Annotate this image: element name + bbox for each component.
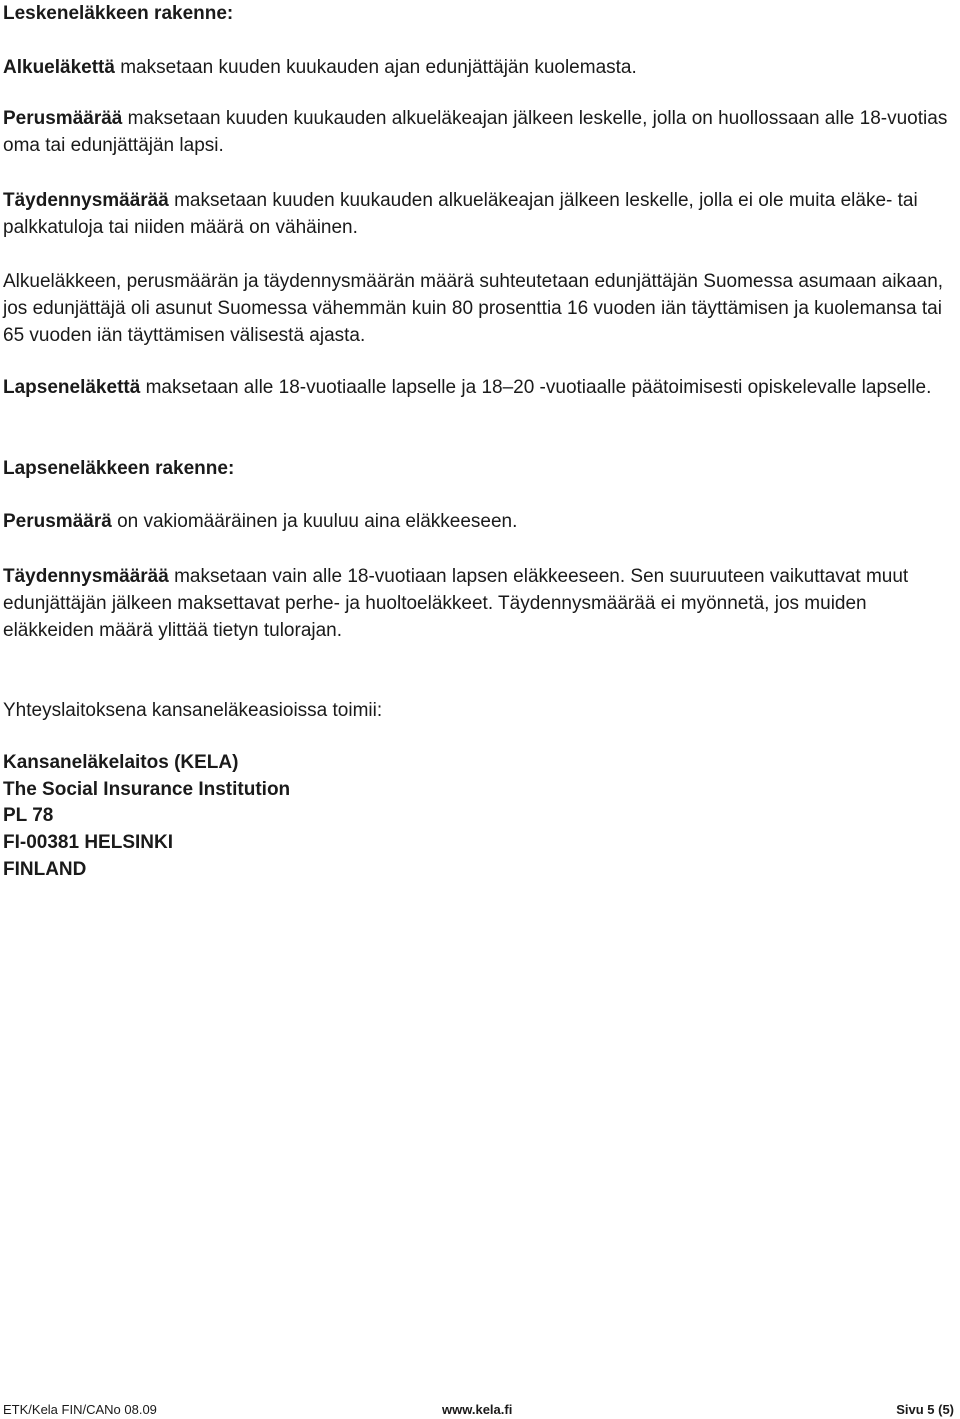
- address-line-org-fi: Kansaneläkelaitos (KELA): [3, 752, 239, 773]
- orphan-supplementary-text: maksetaan vain alle 18-vuotiaan lapsen eläkkeeseen. Sen suuruuteen vaikuttavat muut edunjättäjän jälkeen maksettavat perhe- ja huoltoeläkkeet. Täydennysmäärää ei myönnetä, jos muiden eläkkeiden määrä ylittää tietyn tulorajan.: [3, 566, 909, 641]
- supplementary-amount-text: maksetaan kuuden kuukauden alkueläkeajan jälkeen leskelle, jolla ei ole muita eläke- tai palkkatuloja tai niiden määrä on vähäinen.: [3, 190, 918, 238]
- orphan-supplementary-paragraph: [3, 563, 953, 644]
- address-line-city: FI-00381 HELSINKI: [3, 832, 173, 853]
- orphan-basic-amount-paragraph: [3, 508, 953, 535]
- proportional-amount-paragraph: Alkueläkkeen, perusmäärän ja täydennysmäärän määrä suhteutetaan edunjättäjän Suomessa asumaan aikaan, jos edunjättäjä oli asunut Suomessa vähemmän kuin 80 prosenttia 16 vuoden iän täyttämisen ja kuolemansa tai 65 vuoden iän täyttämisen välisestä ajasta.: [3, 271, 944, 346]
- footer-document-code: ETK/Kela FIN/CANo 08.09: [3, 1402, 157, 1417]
- initial-pension-paragraph: [3, 54, 953, 81]
- supplementary-amount-term: Täydennysmäärää: [3, 190, 169, 211]
- widow-pension-heading: Leskeneläkkeen rakenne:: [3, 3, 234, 24]
- orphan-pension-text: maksetaan alle 18-vuotiaalle lapselle ja 18–20 -vuotiaalle päätoimisesti opiskelevalle lapselle.: [140, 377, 932, 398]
- footer-page-number: Sivu 5 (5): [896, 1402, 954, 1417]
- orphan-basic-amount-text: on vakiomääräinen ja kuuluu aina eläkkeeseen.: [111, 511, 518, 532]
- footer-website-link[interactable]: www.kela.fi: [442, 1402, 513, 1417]
- orphan-pension-term: Lapseneläkettä: [3, 377, 141, 398]
- address-line-po-box: PL 78: [3, 805, 54, 826]
- address-line-org-en: The Social Insurance Institution: [3, 779, 291, 800]
- contact-intro: Yhteyslaitoksena kansaneläkeasioissa toimii:: [3, 700, 383, 721]
- orphan-basic-amount-term: Perusmäärä: [3, 511, 112, 532]
- basic-amount-paragraph: [3, 105, 953, 159]
- basic-amount-text: maksetaan kuuden kuukauden alkueläkeajan jälkeen leskelle, jolla on huollossaan alle 18-vuotias oma tai edunjättäjän lapsi.: [3, 108, 948, 156]
- initial-pension-term: Alkueläkettä: [3, 57, 115, 78]
- initial-pension-text: maksetaan kuuden kuukauden ajan edunjättäjän kuolemasta.: [114, 57, 637, 78]
- basic-amount-term: Perusmäärää: [3, 108, 123, 129]
- orphan-supplementary-term: Täydennysmäärää: [3, 566, 169, 587]
- supplementary-amount-paragraph: [3, 187, 953, 241]
- address-line-country: FINLAND: [3, 859, 87, 880]
- orphan-pension-paragraph: [3, 374, 953, 401]
- orphan-pension-heading: Lapseneläkkeen rakenne:: [3, 458, 235, 479]
